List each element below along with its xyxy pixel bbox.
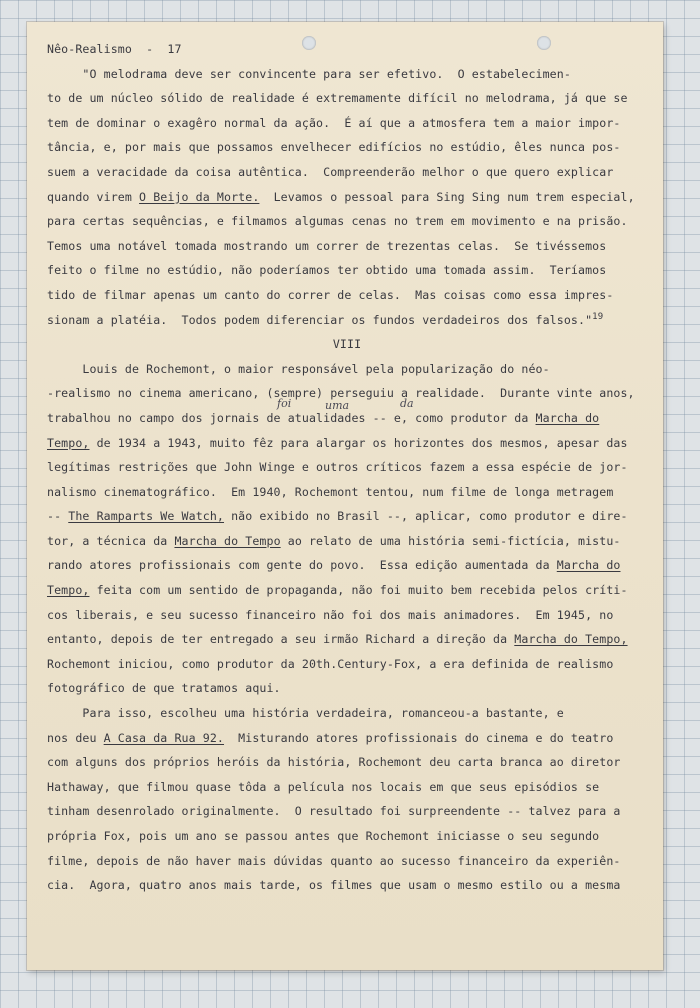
- quote-line-2: to de um núcleo sólido de realidade é extremamente difícil no melodrama, já que se: [47, 91, 628, 106]
- para3-line-8: cia. Agora, quatro anos mais tarde, os filmes que usam o mesmo estilo ou a mesma: [47, 878, 621, 893]
- film-title: Marcha do Tempo,: [514, 632, 628, 647]
- para3-line-6: própria Fox, pois um ano se passou antes que Rochemont iniciasse o seu segundo: [47, 829, 600, 843]
- quote-line-6: quando virem O Beijo da Morte. Levamos o pessoal para Sing Sing num trem especial,: [47, 189, 635, 204]
- para3-line-1: Para isso, escolheu uma história verdadeira, romanceou-a bastante, e: [47, 706, 564, 721]
- para2-line-6: nalismo cinematográfico. Em 1940, Rochemont tentou, num filme de longa metragem: [47, 484, 614, 499]
- para3-line-3: com alguns dos próprios heróis da história, Rochemont deu carta branca ao diretor: [47, 755, 621, 770]
- film-title: Marcha do: [556, 558, 621, 573]
- para3-line-7: filme, depois de não haver mais dúvidas quanto ao sucesso financeiro da experiên-: [47, 853, 621, 868]
- para2-line-1: Louis de Rochemont, o maior responsável pela popularização do néo-: [47, 361, 550, 376]
- handwritten-annotation-foi: foi: [277, 397, 292, 410]
- para2-line-5: legítimas restrições que John Winge e outros críticos fazem a essa espécie de jor-: [47, 460, 628, 475]
- para3-line-2: nos deu A Casa da Rua 92. Misturando atores profissionais do cinema e do teatro: [47, 730, 614, 745]
- para2-line-3: trabalhou no campo dos jornais de atualidades -- e, como produtor da Marcha do: [47, 410, 600, 425]
- quote-line-9: feito o filme no estúdio, não poderíamos ter obtido uma tomada assim. Teríamos: [47, 263, 607, 278]
- film-title: Tempo,: [47, 583, 90, 598]
- handwritten-annotation-da: da: [400, 397, 414, 410]
- footnote-marker: 19: [592, 311, 604, 322]
- quote-line-7: para certas sequências, e filmamos algumas cenas no trem em movimento e na prisão.: [47, 214, 628, 229]
- film-title: Tempo,: [47, 435, 90, 450]
- film-title: Marcha do: [535, 410, 600, 425]
- quote-line-4: tância, e, por mais que possamos envelhecer edifícios no estúdio, êles nunca pos-: [47, 140, 621, 155]
- quote-line-10: tido de filmar apenas um canto do correr de celas. Mas coisas como essa impres-: [47, 287, 614, 302]
- film-title: A Casa da Rua 92.: [103, 730, 225, 745]
- section-heading: VIII: [332, 337, 362, 352]
- film-title: O Beijo da Morte.: [139, 189, 260, 204]
- quote-line-5: suem a veracidade da coisa autêntica. Compreenderão melhor o que quero explicar: [47, 164, 614, 179]
- para2-line-8: tor, a técnica da Marcha do Tempo ao relato de uma história semi-fictícia, mistu-: [47, 533, 621, 548]
- quote-line-8: Temos uma notável tomada mostrando um correr de trezentas celas. Se tivéssemos: [47, 238, 607, 253]
- para2-line-7: -- The Ramparts We Watch, não exibido no Brasil --, aplicar, como produtor e dire-: [47, 509, 628, 524]
- page-header: Nêo-Realismo - 17: [47, 42, 182, 56]
- quote-line-1: "O melodrama deve ser convincente para ser efetivo. O estabelecimen-: [47, 66, 571, 81]
- para2-line-13: Rochemont iniciou, como produtor da 20th.Century-Fox, a era definida de realismo: [47, 656, 614, 671]
- para3-line-4: Hathaway, que filmou quase tôda a película nos locais em que seus episódios se: [47, 779, 600, 794]
- para2-line-2: -realismo no cinema americano, (sempre) perseguiu a realidade. Durante vinte anos,: [47, 386, 635, 401]
- para2-line-12: entanto, depois de ter entregado a seu irmão Richard a direção da Marcha do Tempo,: [47, 632, 628, 647]
- film-title: Marcha do Tempo: [174, 533, 281, 548]
- para2-line-11: cos liberais, e seu sucesso financeiro não foi dos mais animadores. Em 1945, no: [47, 607, 614, 622]
- para3-line-5: tinham desenrolado originalmente. O resultado foi surpreendente -- talvez para a: [47, 804, 621, 819]
- para2-line-10: Tempo, feita com um sentido de propaganda, não foi muito bem recebida pelos críti-: [47, 583, 628, 598]
- handwritten-annotation-uma: uma: [325, 399, 350, 412]
- film-title: The Ramparts We Watch,: [68, 509, 225, 524]
- typed-text: [47, 37, 647, 898]
- para2-line-4: Tempo, de 1934 a 1943, muito fêz para alargar os horizontes dos mesmos, apesar das: [47, 435, 628, 450]
- para2-line-14: fotográfico de que tratamos aqui.: [47, 681, 281, 696]
- para2-line-9: rando atores profissionais com gente do povo. Essa edição aumentada da Marcha do: [47, 558, 621, 573]
- document-page: [27, 22, 663, 970]
- quote-line-3: tem de dominar o exagêro normal da ação. É aí que a atmosfera tem a maior impor-: [47, 115, 621, 130]
- quote-line-11: sionam a platéia. Todos podem diferenciar os fundos verdadeiros dos falsos."$^{19}$: [47, 311, 604, 327]
